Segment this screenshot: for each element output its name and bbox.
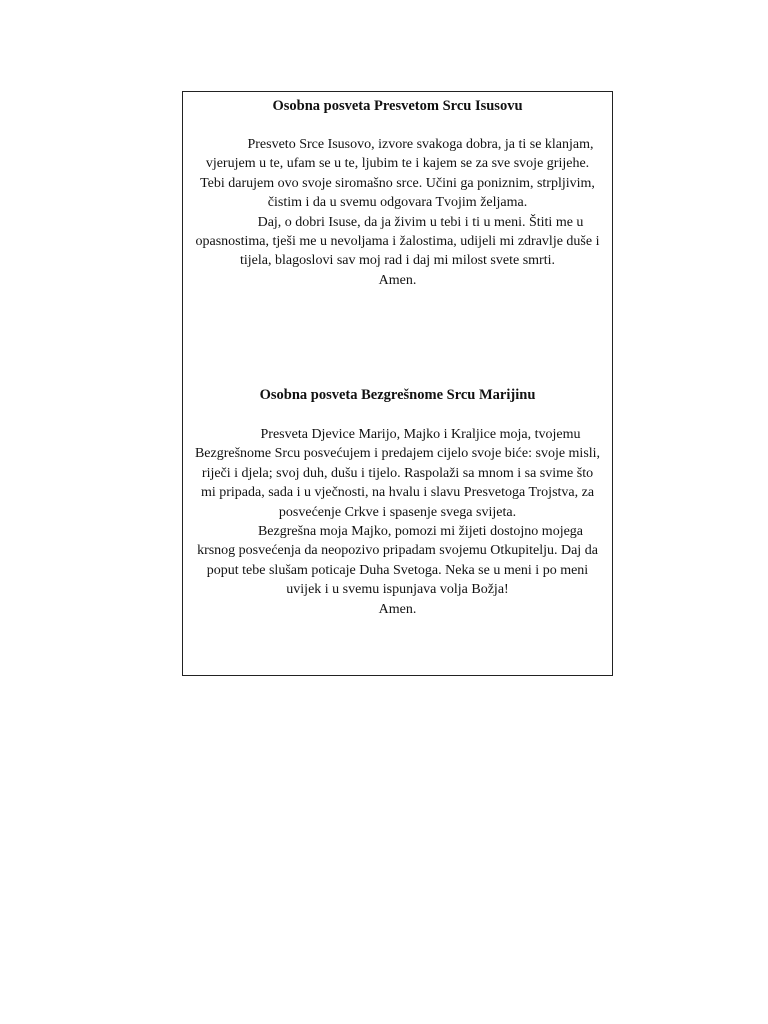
prayer-paragraph: Bezgrešna moja Majko, pomozi mi žijeti dostojno mojega krsnog posvećenja da neopozivo pripadam svojemu Otkupitelju. Daj da poput tebe slušam poticaje Duha Svetoga. Neka se u meni i po meni uvijek i u svemu ispunjava volja Božja! [197, 524, 598, 598]
section-title: Osobna posveta Bezgrešnome Srcu Marijinu [259, 387, 536, 403]
prayer-closing: Amen. [378, 601, 417, 617]
prayer-closing: Amen. [378, 272, 417, 288]
section-title: Osobna posveta Presvetom Srcu Isusovu [272, 98, 523, 114]
prayer-card [182, 91, 613, 676]
prayer-paragraph: Daj, o dobri Isuse, da ja živim u tebi i ti u meni. Štiti me u opasnostima, tješi me u nevoljama i žalostima, udijeli mi zdravlje duše i tijela, blagoslovi sav moj rad i daj mi milost svete smrti. [195, 214, 600, 269]
prayer-text [193, 425, 602, 619]
prayer-paragraph: Presveto Srce Isusovo, izvore svakoga dobra, ja ti se klanjam, vjerujem u te, ufam se u te, ljubim te i kajem se za sve svoje grijehe. Tebi darujem ovo svoje siromašno srce. Učini ga poniznim, strpljivim, čistim i da u svemu odgovara Tvojim željama. [200, 137, 595, 211]
prayer-paragraph: Presveta Djevice Marijo, Majko i Kraljice moja, tvojemu Bezgrešnome Srcu posvećujem i predajem cijelo svoje biće: svoje misli, riječi i djela; svoj duh, dušu i tijelo. Raspolaži sa mnom i sa svime što mi pripada, sada i u vječnosti, na hvalu i slavu Presvetoga Trojstva, za posvećenje Crkve i spasenje svega svijeta. [194, 427, 601, 520]
prayer-text [193, 135, 602, 290]
